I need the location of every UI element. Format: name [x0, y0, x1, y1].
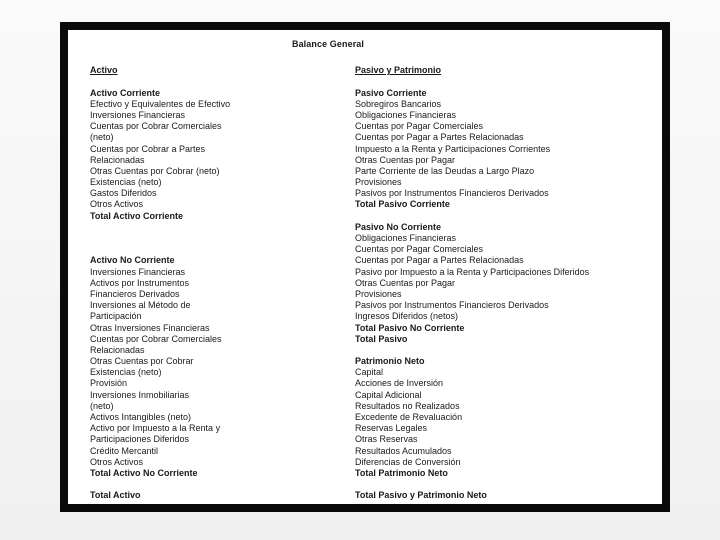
current-liability-item: Cuentas por Pagar a Partes Relacionadas — [355, 132, 524, 143]
current-asset-item: Otras Cuentas por Cobrar (neto) — [90, 165, 220, 176]
equity-heading: Patrimonio Neto — [355, 356, 425, 367]
current-asset-item: Cuentas por Cobrar Comerciales — [90, 121, 222, 132]
balance-sheet-page — [68, 30, 662, 504]
noncurrent-asset-item: Cuentas por Cobrar Comerciales — [90, 333, 222, 344]
noncurrent-liability-item: Pasivos por Instrumentos Financieros Derivados — [355, 300, 549, 311]
noncurrent-asset-item: Activo por Impuesto a la Renta y — [90, 423, 221, 434]
total-current-assets: Total Activo Corriente — [90, 210, 184, 221]
total-noncurrent-assets: Total Activo No Corriente — [90, 467, 198, 478]
current-asset-item: Cuentas por Cobrar a Partes — [90, 143, 206, 154]
noncurrent-asset-item: Activos por Instrumentos — [90, 277, 190, 288]
current-liability-item: Otras Cuentas por Pagar — [355, 154, 456, 165]
current-asset-item: Gastos Diferidos — [90, 188, 157, 199]
spacer — [90, 54, 330, 65]
noncurrent-liability-item: Cuentas por Pagar a Partes Relacionadas — [355, 255, 524, 266]
current-asset-item: Inversiones Financieras — [90, 109, 186, 120]
noncurrent-asset-item: Participaciones Diferidos — [90, 434, 190, 445]
noncurrent-liability-item: Provisiones — [355, 288, 402, 299]
equity-item: Capital — [355, 367, 384, 378]
noncurrent-asset-item: Inversiones Inmobiliarias — [90, 389, 190, 400]
spacer — [90, 479, 330, 490]
noncurrent-assets-heading: Activo No Corriente — [90, 255, 175, 266]
total-assets: Total Activo — [90, 490, 141, 501]
total-liabilities-and-equity: Total Pasivo y Patrimonio Neto — [355, 490, 487, 501]
current-asset-item: (neto) — [90, 132, 114, 143]
equity-item: Otras Reservas — [355, 434, 418, 445]
noncurrent-liability-item: Cuentas por Pagar Comerciales — [355, 244, 484, 255]
total-liabilities: Total Pasivo — [355, 333, 408, 344]
total-equity: Total Patrimonio Neto — [355, 467, 448, 478]
page-title: Balance General — [291, 39, 365, 49]
spacer — [355, 345, 655, 356]
current-asset-item: Efectivo y Equivalentes de Efectivo — [90, 98, 231, 109]
noncurrent-liability-item: Ingresos Diferidos (netos) — [355, 311, 459, 322]
current-asset-item: Relacionadas — [90, 154, 145, 165]
current-liability-item: Pasivos por Instrumentos Financieros Derivados — [355, 188, 549, 199]
total-noncurrent-liabilities: Total Pasivo No Corriente — [355, 322, 465, 333]
equity-item: Diferencias de Conversión — [355, 456, 461, 467]
spacer — [90, 76, 330, 87]
current-liability-item: Obligaciones Financieras — [355, 109, 457, 120]
total-current-liabilities: Total Pasivo Corriente — [355, 199, 450, 210]
equity-item: Resultados no Realizados — [355, 400, 460, 411]
noncurrent-asset-item: Provisión — [90, 378, 128, 389]
current-asset-item: Existencias (neto) — [90, 177, 162, 188]
noncurrent-liabilities-heading: Pasivo No Corriente — [355, 221, 442, 232]
noncurrent-asset-item: Relacionadas — [90, 344, 145, 355]
current-liability-item: Parte Corriente de las Deudas a Largo Plazo — [355, 165, 535, 176]
noncurrent-asset-item: Crédito Mercantil — [90, 445, 159, 456]
noncurrent-asset-item: Otros Activos — [90, 456, 144, 467]
noncurrent-asset-item: Otras Cuentas por Cobrar — [90, 356, 194, 367]
equity-item: Excedente de Revaluación — [355, 412, 463, 422]
current-assets-heading: Activo Corriente — [90, 87, 161, 98]
noncurrent-asset-item: (neto) — [90, 400, 114, 411]
spacer — [355, 211, 655, 222]
noncurrent-asset-item: Activos Intangibles (neto) — [90, 412, 192, 423]
noncurrent-asset-item: Otras Inversiones Financieras — [90, 322, 210, 333]
noncurrent-asset-item: Financieros Derivados — [90, 288, 180, 299]
current-liability-item: Cuentas por Pagar Comerciales — [355, 121, 484, 132]
equity-item: Capital Adicional — [355, 389, 422, 400]
noncurrent-liability-item: Pasivo por Impuesto a la Renta y Participaciones Diferidos — [355, 266, 590, 277]
noncurrent-asset-item: Inversiones Financieras — [90, 266, 186, 277]
current-asset-item: Otros Activos — [90, 199, 144, 210]
noncurrent-asset-item: Inversiones al Método de — [90, 300, 191, 311]
spacer — [90, 222, 330, 256]
current-liability-item: Provisiones — [355, 177, 402, 188]
current-liability-item: Sobregiros Bancarios — [355, 98, 442, 109]
noncurrent-liability-item: Obligaciones Financieras — [355, 233, 457, 243]
equity-item: Acciones de Inversión — [355, 378, 444, 389]
spacer — [355, 54, 655, 65]
liabilities-equity-column — [355, 54, 655, 502]
noncurrent-asset-item: Participación — [90, 311, 142, 322]
current-liabilities-heading: Pasivo Corriente — [355, 87, 427, 98]
spacer — [355, 76, 655, 87]
equity-item: Reservas Legales — [355, 423, 428, 434]
noncurrent-asset-item: Existencias (neto) — [90, 367, 162, 378]
current-liability-item: Impuesto a la Renta y Participaciones Corrientes — [355, 143, 551, 154]
assets-heading: Activo — [90, 65, 118, 76]
noncurrent-liability-item: Otras Cuentas por Pagar — [355, 277, 456, 288]
liabilities-equity-heading: Pasivo y Patrimonio — [355, 65, 442, 76]
equity-item: Resultados Acumulados — [355, 445, 452, 456]
assets-column — [90, 54, 330, 502]
spacer — [355, 479, 655, 490]
